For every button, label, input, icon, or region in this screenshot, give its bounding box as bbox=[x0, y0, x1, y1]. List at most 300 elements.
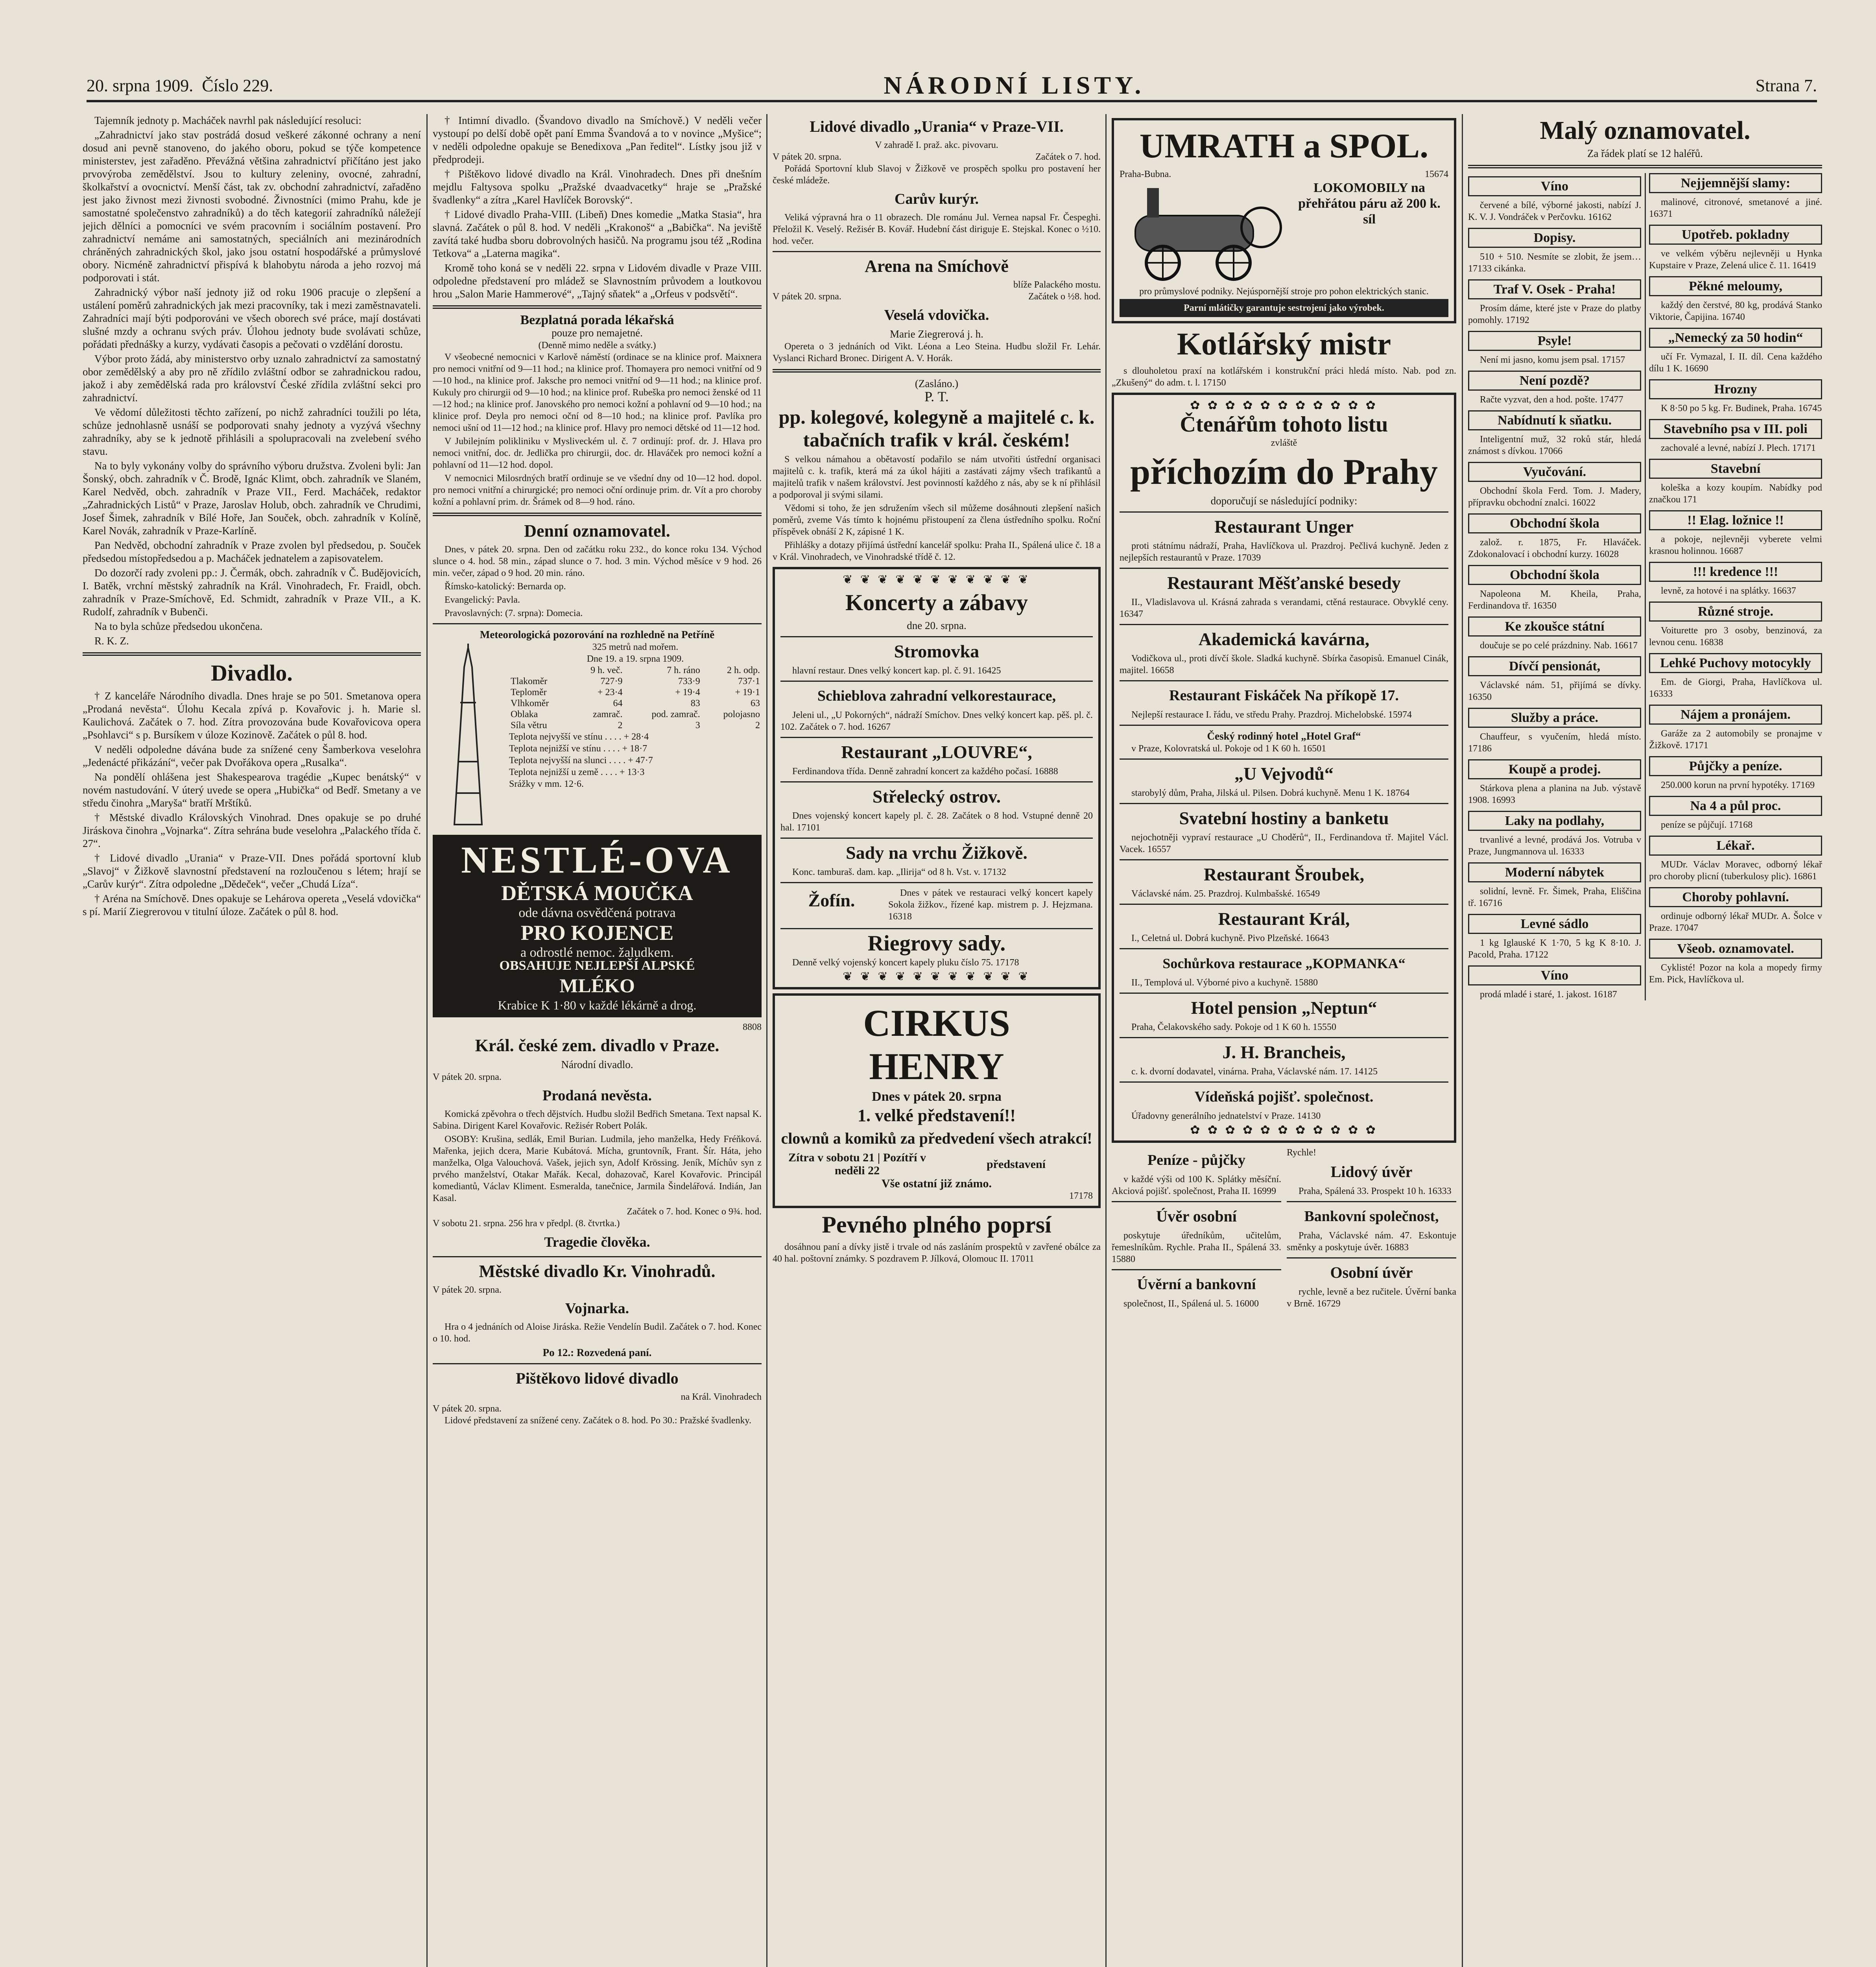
classifieds-heading: Malý oznamovatel. bbox=[1540, 116, 1751, 145]
classified-item bbox=[1649, 419, 1822, 454]
advert-heading: Lidový úvěr bbox=[1330, 1163, 1413, 1181]
playbill-date: V pátek 20. srpna. bbox=[433, 1072, 502, 1082]
classified-item bbox=[1649, 705, 1822, 751]
urania-subheading: V zahradě I. praž. akc. pivovaru. bbox=[875, 140, 998, 150]
nestle-line: a odrostlé nemoc. žaludkem. bbox=[520, 945, 674, 960]
classified-text: prodá mladé i staré, 1. jakost. 16187 bbox=[1480, 989, 1617, 1000]
classified-text: trvanlivé a levné, prodává Jos. Votruba v Praze, Jungmannova ul. 16333 bbox=[1468, 835, 1641, 857]
column-rule bbox=[1462, 114, 1463, 1967]
venue-name: Český rodinný hotel „Hotel Graf“ bbox=[1207, 730, 1361, 742]
venue-text: Dnes v pátek ve restauraci velký koncert kapely Sokola žižkov., řízené kap. mistrem p. J. Hejzmana. 16318 bbox=[888, 888, 1093, 922]
column-rule bbox=[766, 114, 767, 1967]
classified-heading: Půjčky a peníze. bbox=[1649, 756, 1822, 776]
column-rule bbox=[1105, 114, 1107, 1967]
cirkus-text: clownů a komiků za předvedení všech atrakcí! bbox=[781, 1129, 1092, 1147]
meteo-label: Oblaka bbox=[511, 709, 538, 720]
nestle-advertisement bbox=[433, 835, 762, 1017]
meteo-value: 737·1 bbox=[738, 676, 760, 686]
classified-item bbox=[1649, 276, 1822, 323]
venue-name: „U Vejvodů“ bbox=[1234, 764, 1334, 784]
meteo-row bbox=[509, 698, 762, 709]
nestle-line: MLÉKO bbox=[559, 974, 635, 996]
venue-name: Střelecký ostrov. bbox=[872, 786, 1001, 806]
theatre-paragraph: † Z kanceláře Národního divadla. Dnes hraje se po 501. Smetanova opera „Prodaná nevěsta“. Úlohu Kecala zpívá p. Kovařovic j. h. Marie sl. Kaulichová. Začátek o 7. hod. Zítra provozována bude Kovařovicova opera „Psohlavci“ s p. Bursíkem v úloze Kozinově. Začátek o půl 8. hod. bbox=[83, 690, 421, 741]
playbill-next: V sobotu 21. srpna. 256 hra v předpl. (8. čtvrtka.) bbox=[433, 1218, 620, 1229]
meteo-value: 2 bbox=[755, 720, 760, 731]
playbill-text: Komická zpěvohra o třech dějstvích. Hudbu složil Bedřich Smetana. Text napsal K. Sabina. Dirigent Karel Kovařovic. Režisér Robert Polák. bbox=[433, 1109, 762, 1131]
nestle-brand: NESTLÉ-OVA bbox=[461, 839, 733, 881]
venue-name: Hotel pension „Neptun“ bbox=[1191, 998, 1377, 1018]
classified-item bbox=[1649, 939, 1822, 985]
venue-name: Žofín. bbox=[808, 890, 855, 910]
classified-item bbox=[1468, 965, 1641, 1000]
classified-item bbox=[1468, 708, 1641, 755]
meteo-extra-line: Teplota nejnižší ve stínu . . . . + 18·7 bbox=[509, 744, 647, 754]
venue-name: Restaurant „LOUVRE“, bbox=[841, 742, 1032, 762]
venue-text: nejochotněji vypraví restaurace „U Choděrů“, II., Ferdinandova tř. Majitel Václ. Vacek. 16557 bbox=[1120, 832, 1448, 854]
venue-text: Praha, Čelakovského sady. Pokoje od 1 K 60 h. 15550 bbox=[1131, 1022, 1337, 1032]
classified-heading: Upotřeb. pokladny bbox=[1649, 225, 1822, 245]
classified-text: 1 kg Iglauské K 1·70, 5 kg K 8·10. J. Pacold, Praha. 17122 bbox=[1468, 938, 1641, 960]
nestle-line: Krabice K 1·80 v každé lékárně a drog. bbox=[498, 998, 697, 1012]
classified-heading: Lehké Puchovy motocykly bbox=[1649, 653, 1822, 673]
classified-item bbox=[1468, 759, 1641, 806]
header-date: 20. srpna 1909. Číslo 229. bbox=[87, 76, 273, 95]
theatre-paragraph: Na pondělí ohlášena jest Shakespearova tragédie „Kupec benátský“ v novém nastudování. V úterý uvede se opera „Hubička“ od Bedř. Smetany a ve středu činohra „Maryša“ bratří Mrštíků. bbox=[83, 771, 421, 809]
venue-text: Ferdinandova třída. Denně zahradní koncert za každého počasí. 16888 bbox=[792, 766, 1058, 777]
classified-item bbox=[1468, 228, 1641, 275]
venue-text: Konc. tamburaš. dam. kap. „Ilirija“ od 8 h. Vst. v. 17132 bbox=[792, 867, 1006, 877]
playbill-time: Začátek o 7. hod. Konec o 9¾. hod. bbox=[627, 1207, 762, 1217]
petrin-tower-illustration bbox=[439, 644, 498, 829]
playbill-time: Začátek o 7. hod. bbox=[1035, 152, 1101, 162]
classified-item bbox=[1468, 656, 1641, 703]
classified-text: doučuje se po celé prázdniny. Nab. 16617 bbox=[1480, 640, 1638, 651]
playbill-date: V pátek 20. srpna. bbox=[433, 1404, 502, 1414]
advert-text: Praha, Václavské nám. 47. Eskontuje směnky a poskytuje úvěr. 16883 bbox=[1287, 1231, 1456, 1253]
theatre-paragraph: † Aréna na Smíchově. Dnes opakuje se Lehárova opereta „Veselá vdovička“ s pí. Marií Ziegrerovou v titulní úloze. Začátek o půl 8. hod. bbox=[83, 893, 421, 917]
classified-heading: Obchodní škola bbox=[1468, 513, 1641, 533]
umrath-text: pro průmyslové podniky. Nejúspornější stroje pro pohon elektrických stanic. bbox=[1139, 286, 1429, 297]
venue-text: I., Celetná ul. Dobrá kuchyně. Pivo Plzeňské. 16643 bbox=[1131, 933, 1329, 943]
classified-item bbox=[1468, 616, 1641, 651]
masthead-title: NÁRODNÍ LISTY. bbox=[884, 71, 1145, 99]
classified-text: Inteligentní muž, 32 roků stár, hledá známost s dívkou. 17066 bbox=[1468, 434, 1641, 456]
classified-heading: Pěkné meloumy, bbox=[1649, 276, 1822, 296]
venue-text: Dnes vojenský koncert kapely pl. č. 28. Začátek o 8 hod. Vstupné denně 20 hal. 17101 bbox=[780, 811, 1093, 833]
article-paragraph: Pan Nedvěd, obchodní zahradník v Praze zvolen byl předsedou, p. Souček předsedou místopředsedou a p. Macháček jednatelem a zapisovatelem. bbox=[83, 539, 421, 564]
classified-item bbox=[1468, 410, 1641, 457]
header-page-number: Strana 7. bbox=[1755, 76, 1817, 95]
classified-text: ordinuje odborný lékař MUDr. A. Šolce v Praze. 17047 bbox=[1649, 911, 1822, 933]
meteo-value: 727·9 bbox=[600, 676, 623, 686]
playbill-title: Veselá vdovička. bbox=[884, 307, 989, 323]
pistek-theatre-subheading: na Král. Vinohradech bbox=[681, 1392, 762, 1402]
theatre-note-paragraph: Kromě toho koná se v neděli 22. srpna v Lidovém divadle v Praze VIII. odpoledne představení pro mládež se Slavnostním průvodem a loutkovou hrou „Salon Marie Hammerové“, „Tajný sňatek“ a „Orfeus v podsvětí“. bbox=[433, 262, 762, 300]
meteo-row bbox=[509, 676, 762, 687]
cirkus-henry-advertisement bbox=[773, 993, 1101, 1208]
venue-text: v Praze, Kolovratská ul. Pokoje od 1 K 60 h. 16501 bbox=[1131, 744, 1326, 754]
cirkus-date: Dnes v pátek 20. srpna bbox=[872, 1089, 1002, 1104]
venue-text: hlavní restaur. Dnes velký koncert kap. pl. č. 91. 16425 bbox=[792, 666, 1001, 676]
umrath-product: LOKOMOBILY na přehřátou páru až 200 k. síl bbox=[1298, 181, 1441, 227]
venue-text: Vodičkova ul., proti dívčí škole. Sladká kuchyně. Sbírka časopisů. Emanuel Cinák, majitel. 16658 bbox=[1120, 653, 1448, 675]
cirkus-title: CIRKUS bbox=[863, 1002, 1010, 1044]
advert-heading: Pevného plného poprsí bbox=[822, 1212, 1051, 1238]
classified-item bbox=[1468, 811, 1641, 858]
advert-heading: Kotlářský mistr bbox=[1177, 327, 1391, 362]
theatre-paragraph: V neděli odpoledne dávána bude za snížené ceny Šamberkova veselohra „Jedenácté přikázání“, večer pak Dvořákova opera „Rusalka“. bbox=[83, 744, 421, 768]
advert-text: s dlouholetou praxí na kotlářském i konstrukční práci hledá místo. Nab. pod zn. „Zkušený“ do adm. t. l. 17150 bbox=[1112, 366, 1456, 388]
meteo-extra-line: Teplota nejvyšší na slunci . . . . + 47·7 bbox=[509, 755, 653, 766]
classified-text: Račte vyzvat, den a hod. pošte. 17477 bbox=[1480, 395, 1623, 405]
classified-text: Václavské nám. 51, přijímá se dívky. 16350 bbox=[1468, 680, 1641, 702]
classified-text: malinové, citronové, smetanové a jiné. 16371 bbox=[1649, 197, 1822, 219]
nestle-line: PRO KOJENCE bbox=[520, 921, 674, 945]
playbill-text: Opereta o 3 jednáních od Vikt. Léona a Leo Steina. Hudbu složil Fr. Lehár. Vyslanci Richard Bronec. Dirigent A. V. Horák. bbox=[773, 341, 1101, 364]
medical-paragraph: V nemocnici Milosrdných bratří ordinuje se ve všední dny od 10—12 hod. dopol. pro nemoci vnitřní a chirurgické; pro nemoci oční ordinuje prim. dr. Vít a pro choroby kožní a pohlavní prim. dr. Šrámek od 8—9 hod. ráno. bbox=[433, 473, 762, 507]
advert-heading: Úvěrní a bankovní bbox=[1137, 1276, 1256, 1293]
venue-text: Úřadovny generálního jednatelství v Praze. 14130 bbox=[1131, 1111, 1321, 1121]
article-paragraph: Na to byly vykonány volby do správního výboru družstva. Zvoleni byli: Jan Šonský, obch. zahradník v Č. Brodě, Ignác Klimt, obch. zahradník ve Slaném, Karel Nedvěd, obch. zahradník v Praze VII., Ferd. Macháček, redaktor „Zahradnických Listů“ v Praze, Jaroslav Holub, obch. zahradník ve Chrudimi, Josef Šimek, zahradník v Bílé Hoře, Jan Souček, obch. zahradník v Kolíně, Karel Novák, zahradník v Praze-Karlíně. bbox=[83, 460, 421, 537]
playbill-date: V pátek 20. srpna. bbox=[773, 152, 841, 162]
umrath-footer: Parní mlátičky garantuje sestrojení jako výrobek. bbox=[1120, 299, 1448, 317]
advert-heading: Osobní úvěr bbox=[1330, 1264, 1413, 1281]
classified-text: 250.000 korun na první hypotéky. 17169 bbox=[1661, 780, 1815, 790]
medical-heading: Bezplatná porada lékařská bbox=[520, 313, 674, 327]
classified-item bbox=[1649, 225, 1822, 271]
nestle-line: ode dávna osvědčená potrava bbox=[518, 906, 676, 920]
classified-item bbox=[1468, 279, 1641, 326]
meteo-row bbox=[509, 720, 762, 731]
concerts-section: ❦ ❦ ❦ ❦ ❦ ❦ ❦ ❦ ❦ ❦ ❦ Koncerty a zábavy dne 20. srpna. Stromovka hlavní restaur. Dnes velký koncert kap. pl. č. 91. 16425 Schieblova zahradní velkorestaurace, Jeleni ul., „U Pokorných“, nádraží Smíchov. Dnes velký koncert kap. pěš. pl. č. 102. Začátek o 7. hod. 16267 Restaurant „LOUVRE“, Ferdinandova třída. Denně zahradní koncert za každého počasí. 16888 Střelecký ostrov. Dnes vojenský koncert kapely pl. č. 28. Začátek o 8 hod. Vstupné denně 20 hal. 17101 Sady na vrchu Žižkově. Konc. tamburaš. dam. kap. „Ilirija“ od 8 h. Vst. v. 17132 Žofín. Dnes v pátek ve restauraci velký koncert kapely Sokola žižkov., řízené kap. mistrem p. J. Hejzmana. 16318 Riegrovy sady. Denně velký vojenský koncert kapely pluku číslo 75. 17178 ❦ ❦ ❦ ❦ ❦ ❦ ❦ ❦ ❦ ❦ ❦ bbox=[773, 567, 1101, 989]
classified-item bbox=[1468, 914, 1641, 961]
classified-text: Obchodní škola Ferd. Tom. J. Madery, přípravku obchodní znalci. 16022 bbox=[1468, 486, 1641, 508]
classified-heading: !! Elag. ložnice !! bbox=[1649, 510, 1822, 530]
page-header bbox=[87, 71, 1817, 102]
playbill-text: Lidové představení za snížené ceny. Začátek o 8. hod. Po 30.: Pražské švadlenky. bbox=[445, 1415, 751, 1426]
classified-text: Cyklisté! Pozor na kola a mopedy firmy Em. Pick, Havlíčkova ul. bbox=[1649, 963, 1822, 985]
announce-paragraph: Pravoslavných: (7. srpna): Domecia. bbox=[445, 608, 583, 618]
meteo-label: Teploměr bbox=[511, 687, 547, 697]
arena-subheading: blíže Palackého mostu. bbox=[1013, 280, 1101, 290]
guide-heading: Čtenářům tohoto listu bbox=[1180, 412, 1388, 437]
classified-item bbox=[1649, 756, 1822, 791]
playbill-next: Po 12.: Rozvedená paní. bbox=[542, 1347, 652, 1358]
loan-adverts bbox=[1112, 1147, 1456, 1311]
classified-item bbox=[1649, 510, 1822, 557]
classified-text: založ. r. 1875, Fr. Hlaváček. Zdokonalovací i obchodní kurzy. 16028 bbox=[1468, 537, 1641, 559]
classified-item bbox=[1649, 602, 1822, 648]
classified-heading: Levné sádlo bbox=[1468, 914, 1641, 934]
classified-text: 510 + 510. Nesmíte se zlobit, že jsem… 17133 cikánka. bbox=[1468, 252, 1641, 274]
theatre-note-paragraph: † Pištěkovo lidové divadlo na Král. Vinohradech. Dnes při dnešním mejdlu Faltysova spolku „Pražské dvaadvacetky“ hraje se „Pražské švadlenky“ a zítra „Karel Havlíček Borovský“. bbox=[433, 168, 762, 206]
meteo-altitude: 325 metrů nad mořem. bbox=[592, 642, 679, 652]
classified-heading: Moderní nábytek bbox=[1468, 862, 1641, 882]
classified-item bbox=[1649, 887, 1822, 934]
article-paragraph: Tajemník jednoty p. Macháček navrhl pak následující resoluci: bbox=[94, 114, 362, 126]
theatre-paragraph: † Lidové divadlo „Urania“ v Praze-VII. Dnes pořádá sportovní klub „Slavoj“ v Žižkově slavnostní představení na rozloučenou s létem; hrají se „Carův kurýr“. Zítra odpoledne „Dědeček“, večer „Chudá Líza“. bbox=[83, 852, 421, 890]
column-1 bbox=[83, 114, 421, 1967]
classified-heading: !!! kredence !!! bbox=[1649, 562, 1822, 582]
classified-item bbox=[1468, 513, 1641, 560]
classified-item bbox=[1468, 176, 1641, 223]
cirkus-dates: Zítra v sobotu 21 | Pozítří v neděli 22 bbox=[788, 1151, 926, 1177]
classified-heading: Nabídnutí k sňatku. bbox=[1468, 410, 1641, 430]
venue-name: Svatební hostiny a banketu bbox=[1179, 808, 1389, 828]
meteo-heading: Meteorologická pozorování na rozhledně na Petříně bbox=[480, 629, 715, 640]
meteo-value: zamrač. bbox=[593, 709, 623, 720]
cirkus-note: Vše ostatní již známo. bbox=[882, 1177, 992, 1190]
concerts-date: dne 20. srpna. bbox=[907, 620, 967, 631]
classified-item bbox=[1649, 328, 1822, 375]
venue-text: starobylý dům, Praha, Jilská ul. Pilsen. Dobrá kuchyně. Menu 1 K. 18764 bbox=[1131, 788, 1410, 798]
meteo-label: Tlakoměr bbox=[511, 676, 548, 686]
classified-item bbox=[1468, 862, 1641, 909]
guide-subheading: zvláště bbox=[1271, 438, 1297, 448]
city-guide-section: ✿ ✿ ✿ ✿ ✿ ✿ ✿ ✿ ✿ ✿ ✿ Čtenářům tohoto listu zvláště příchozím do Prahy doporučují se následující podniky: Restaurant Unger proti státnímu nádraží, Praha, Havlíčkova ul. Prazdroj. Pečlivá kuchyně. Jeden z nejlepších restaurantů v Praze. 17039 Restaurant Měšťanské besedy II., Vladislavova ul. Krásná zahrada s verandami, ctěná restaurace. Obvyklé ceny. 16347 Akademická kavárna, Vodičkova ul., proti dívčí škole. Sladká kuchyně. Sbírka časopisů. Emanuel Cinák, majitel. 16658 Restaurant Fiskáček Na příkopě 17. Nejlepší restaurace I. řádu, ve středu Prahy. Prazdroj. Michelobské. 15974 Český rodinný hotel „Hotel Graf“ v Praze, Kolovratská ul. Pokoje od 1 K 60 h. 16501 „U Vejvodů“ starobylý dům, Praha, Jilská ul. Pilsen. Dobrá kuchyně. Menu 1 K. 18764 Svatební hostiny a banketu nejochotněji vypraví restaurace „U Choděrů“, II., Ferdinandova tř. Majitel Václ. Vacek. 16557 Restaurant Šroubek, Václavské nám. 25. Prazdroj. Kulmbašské. 16549 Restaurant Král, I., Celetná ul. Dobrá kuchyně. Pivo Plzeňské. 16643 Sochůrkova restaurace „KOPMANKA“ II., Templová ul. Výborné pivo a kuchyně. 15880 Hotel pension „Neptun“ Praha, Čelakovského sady. Pokoje od 1 K 60 h. 15550 J. H. Brancheis, c. k. dvorní dodavatel, vinárna. Praha, Václavské nám. 17. 14125 Vídeňská pojišť. společnost. Úřadovny generálního jednatelství v Praze. 14130 ✿ ✿ ✿ ✿ ✿ ✿ ✿ ✿ ✿ ✿ ✿ bbox=[1112, 393, 1456, 1143]
playbill-date: V pátek 20. srpna. bbox=[433, 1285, 502, 1295]
venue-text: Denně velký vojenský koncert kapely pluku číslo 75. 17178 bbox=[792, 958, 1019, 968]
venue-name: Sady na vrchu Žižkově. bbox=[846, 843, 1027, 863]
meteo-row bbox=[509, 709, 762, 720]
section-rule bbox=[433, 623, 762, 624]
classified-text: každý den čerstvé, 80 kg, prodává Stanko Viktorie, Čapijina. 16740 bbox=[1649, 300, 1822, 322]
classified-heading: Dopisy. bbox=[1468, 228, 1641, 248]
theatre-note-paragraph: † Intimní divadlo. (Švandovo divadlo na Smíchově.) V neděli večer vystoupí po delší době opět paní Emma Švandová a to v novince „Myšice“; v neděli odpoledne opakuje se Benedixova „Pan ředitel“. Lístky jsou již v předprodeji. bbox=[433, 114, 762, 165]
classified-text: Voiturette pro 3 osoby, benzinová, za levnou cenu. 16838 bbox=[1649, 626, 1822, 648]
vinohrady-theatre-heading: Městské divadlo Kr. Vinohradů. bbox=[479, 1262, 716, 1281]
classified-item bbox=[1649, 562, 1822, 597]
classified-heading: Hrozny bbox=[1649, 379, 1822, 399]
article-paragraph: Výbor proto žádá, aby ministerstvo orby uznalo zahradnictví za samostatný obor zemědělský a aby pro ně zřídilo zvláštní odbor se zahradnickou radou, jakož i aby zemědělská rada pro království České zřídila zvláštní sekci pro zahradnictví. bbox=[83, 353, 421, 404]
meteo-value: 733·9 bbox=[678, 676, 700, 686]
playbill-title: Vojnarka. bbox=[565, 1300, 629, 1317]
classified-text: koleška a kozy koupím. Nabídky pod značkou 171 bbox=[1649, 483, 1822, 505]
classified-text: Chauffeur, s vyučením, hledá místo. 17186 bbox=[1468, 732, 1641, 754]
classified-heading: Nejjemnější slamy: bbox=[1649, 173, 1822, 193]
nestle-line: OBSAHUJE NEJLEPŠÍ ALPSKÉ bbox=[499, 958, 695, 973]
column-4 bbox=[1112, 114, 1456, 1967]
classified-item bbox=[1649, 173, 1822, 220]
classified-heading: Stavebního psa v III. poli bbox=[1649, 419, 1822, 439]
playbill-text: Hra o 4 jednáních od Aloise Jiráska. Režie Vendelín Budil. Začátek o 7. hod. Konec o 10. hod. bbox=[433, 1322, 762, 1344]
classified-text: solidní, levně. Fr. Šimek, Praha, Eliščina tř. 16716 bbox=[1468, 886, 1641, 908]
classified-heading: Traf V. Osek - Praha! bbox=[1468, 279, 1641, 299]
announce-paragraph: Dnes, v pátek 20. srpna. Den od začátku roku 232., do konce roku 134. Východ slunce o 4. hod. 58 min., západ slunce o 7. hod. 3 min. Východ měsíce v 9 hod. 26 min. večer, západ o 9 hod. 20 min. ráno. bbox=[433, 544, 762, 578]
column-rule bbox=[426, 114, 428, 1967]
theatre-paragraph: † Městské divadlo Královských Vinohrad. Dnes opakuje se po druhé Jiráskova činohra „Vojnarka“. Zítra sehrána bude veselohra „Palackého třída č. 27“. bbox=[83, 812, 421, 849]
column-5 bbox=[1468, 114, 1822, 1967]
classified-heading: Služby a práce. bbox=[1468, 708, 1641, 728]
guide-intro: doporučují se následující podniky: bbox=[1210, 495, 1358, 507]
classified-text: Napoleona M. Kheila, Praha, Ferdinandova tř. 16350 bbox=[1468, 589, 1641, 611]
classified-item bbox=[1649, 796, 1822, 831]
venue-text: c. k. dvorní dodavatel, vinárna. Praha, Václavské nám. 17. 14125 bbox=[1131, 1067, 1378, 1077]
ornament: ❦ ❦ ❦ ❦ ❦ ❦ ❦ ❦ ❦ ❦ ❦ bbox=[843, 573, 1031, 586]
classified-text: zachovalé a levné, nabízí J. Plech. 17171 bbox=[1661, 443, 1816, 453]
cirkus-headline: 1. velké představení!! bbox=[857, 1106, 1016, 1125]
article-paragraph: R. K. Z. bbox=[94, 635, 129, 647]
classified-text: červené a bílé, výborné jakosti, nabízí J. K. V. J. Vondráček v Perčovku. 16162 bbox=[1468, 200, 1641, 222]
venue-name: Sochůrkova restaurace „KOPMANKA“ bbox=[1162, 956, 1406, 971]
section-rule bbox=[433, 305, 762, 309]
classified-item bbox=[1468, 462, 1641, 509]
classified-heading: Dívčí pensionát, bbox=[1468, 656, 1641, 676]
classified-heading: Lékař. bbox=[1649, 836, 1822, 856]
venue-name: Stromovka bbox=[894, 641, 980, 661]
announce-heading: Denní oznamovatel. bbox=[524, 521, 670, 541]
classified-heading: Nájem a pronájem. bbox=[1649, 705, 1822, 725]
classified-item bbox=[1649, 459, 1822, 506]
classified-text: ve velkém výběru nejlevněji u Hynka Kupstaire v Praze, Zelená ulice č. 11. 16419 bbox=[1649, 249, 1822, 271]
article-paragraph: Zahradnický výbor naší jednoty již od roku 1906 pracuje o zlepšení a ustálení poměrů zahradnických jak mezi pracovníky, tak i mezi zaměstnavateli. Zahradníci mají býti podporováni ve všech oborech své práce, mají dostávati slušné mzdy a ochranu svých práv. Úlohou jednoty bude svolávati schůze, pořádati přednášky a kurzy, vydávati časopis a pečovati o vzdělání dorostu. bbox=[83, 286, 421, 350]
playbill-title: Carův kurýr. bbox=[895, 191, 979, 207]
classified-heading: Vyučování. bbox=[1468, 462, 1641, 482]
meteo-extra-line: Teplota nejvyšší ve stínu . . . . + 28·4 bbox=[509, 732, 649, 742]
concerts-heading: Koncerty a zábavy bbox=[845, 590, 1028, 615]
venue-name: Riegrovy sady. bbox=[867, 931, 1006, 956]
advert-text: poskytuje úředníkům, učitelům, řemeslníkům. Rychle. Praha II., Spálená 33. 15880 bbox=[1112, 1231, 1281, 1264]
urania-heading: Lidové divadlo „Urania“ v Praze-VII. bbox=[810, 118, 1064, 135]
classified-heading: „Nemecký za 50 hodin“ bbox=[1649, 328, 1822, 348]
advert-heading: Peníze - půjčky bbox=[1147, 1152, 1246, 1168]
classified-text: učí Fr. Vymazal, I. II. díl. Cena každého dílu 1 K. 16690 bbox=[1649, 352, 1822, 374]
venue-text: Václavské nám. 25. Prazdroj. Kulmbašské. 16549 bbox=[1131, 889, 1320, 899]
advert-heading: Bankovní společnost, bbox=[1304, 1208, 1439, 1225]
article-paragraph: Na to byla schůze předsedou ukončena. bbox=[94, 620, 263, 632]
meteo-value: polojasno bbox=[723, 709, 760, 720]
venue-name: Schieblova zahradní velkorestaurace, bbox=[817, 688, 1056, 704]
classified-item bbox=[1649, 653, 1822, 700]
playbill-date: V pátek 20. srpna. bbox=[773, 292, 841, 302]
venue-name: Restaurant Král, bbox=[1218, 909, 1350, 929]
advert-text: společnost, II., Spálená ul. 5. 16000 bbox=[1123, 1299, 1259, 1309]
section-heading-theatre: Divadlo. bbox=[211, 660, 293, 686]
classified-text: Není mi jasno, komu jsem psal. 17157 bbox=[1480, 355, 1625, 365]
classified-heading: Víno bbox=[1468, 176, 1641, 196]
venue-text: Nejlepší restaurace I. řádu, ve středu Prahy. Prazdroj. Michelobské. 15974 bbox=[1131, 710, 1412, 720]
classified-heading: Stavební bbox=[1649, 459, 1822, 479]
venue-text: II., Templová ul. Výborné pivo a kuchyně. 15880 bbox=[1131, 978, 1318, 988]
venue-text: II., Vladislavova ul. Krásná zahrada s verandami, ctěná restaurace. Obvyklé ceny. 16347 bbox=[1120, 597, 1448, 619]
venue-text: proti státnímu nádraží, Praha, Havlíčkova ul. Prazdroj. Pečlivá kuchyně. Jeden z nejlepších restaurantů v Praze. 17039 bbox=[1120, 541, 1448, 563]
classifieds-price-note: Za řádek platí se 12 haléřů. bbox=[1587, 148, 1703, 159]
lokomobile-illustration bbox=[1120, 180, 1285, 282]
ad-number: 8808 bbox=[743, 1022, 762, 1032]
ad-number: 15674 bbox=[1425, 169, 1448, 179]
pistek-theatre-heading: Pištěkovo lidové divadlo bbox=[516, 1369, 679, 1387]
meteo-label: Síla větru bbox=[511, 720, 547, 731]
classified-text: K 8·50 po 5 kg. Fr. Budinek, Praha. 16745 bbox=[1661, 403, 1822, 413]
article-paragraph: Ve vědomí důležitosti těchto zařízení, po nichž zahradníci toužili po léta, schůze jednohlasně usnáší se podporovati snahy jednoty a vyzývá všechny zahradníky, aby se k jednotě přihlásili a spolupracovali na zvelebení svého stavu. bbox=[83, 406, 421, 457]
meteo-value: 64 bbox=[613, 698, 623, 709]
trafikanti-paragraph: Vědomi si toho, že jen sdružením všech sil můžeme dosáhnouti zlepšení našich poměrů, zveme Vás tímto k hojnému přistoupení za člena ústředního spolku. Roční příspěvek obnáší 2 K, zápisné 1 K. bbox=[773, 503, 1101, 537]
umrath-subtitle: Praha-Bubna. bbox=[1120, 169, 1171, 179]
meteo-value: pod. zamrač. bbox=[651, 709, 700, 720]
classified-text: a pokoje, nejlevněji vyberete velmi krasnou holinnou. 16687 bbox=[1649, 534, 1822, 556]
national-theatre-heading: Král. české zem. divadlo v Praze. bbox=[475, 1036, 719, 1055]
meteo-date: Dne 19. a 19. srpna 1909. bbox=[587, 654, 684, 664]
trafikanti-paragraph: S velkou námahou a obětavostí podařilo se nám utvořiti ústřední organisaci majitelů c. k. trafik, která má za úkol hájiti a zastávati zájmy všech trafikantů a majitelů trafik v našem království. Jest povinností každého z nás, aby se k ní přihlásil a podporoval ji svými silami. bbox=[773, 454, 1101, 500]
classified-item bbox=[1649, 836, 1822, 882]
playbill-cast: OSOBY: Krušina, sedlák, Emil Burian. Ludmila, jeho manželka, Hedy Fréňková. Mařenka, jejich dcera, Marie Kubátová. Mícha, gruntovník, Frant. Šír. Háta, jeho manželka, Olga Valouchová. Vašek, jejich syn, Adolf Krössing. Jeník, Míchův syn z prvého manželství, Otakar Mařák. Kecal, dohazovač, Karel Kovařovic. Principál komediantů, Václav Kliment. Esmeralda, tanečnice, Jarmila Šindelářová. Indián, Jan Kasal. bbox=[433, 1134, 762, 1203]
advert-text: v každé výši od 100 K. Splátky měsíční. Akciová pojišť. společnost, Praha II. 16999 bbox=[1112, 1174, 1281, 1196]
meteo-value: + 19·4 bbox=[675, 687, 700, 697]
meteo-label: Vlhkoměr bbox=[511, 698, 549, 709]
classified-heading: Všeob. oznamovatel. bbox=[1649, 939, 1822, 959]
nestle-line: DĚTSKÁ MOUČKA bbox=[501, 881, 693, 905]
medical-note: (Denně mimo neděle a svátky.) bbox=[538, 340, 656, 351]
venue-text: Jeleni ul., „U Pokorných“, nádraží Smíchov. Dnes velký koncert kap. pěš. pl. č. 102. Začátek o 7. hod. 16267 bbox=[780, 710, 1093, 732]
cirkus-show-label: představení bbox=[987, 1157, 1046, 1171]
classified-item bbox=[1468, 371, 1641, 406]
advert-text: Praha, Spálená 33. Prospekt 10 h. 16333 bbox=[1299, 1186, 1452, 1196]
classified-heading: Laky na podlahy, bbox=[1468, 811, 1641, 831]
meteo-value: + 19·1 bbox=[735, 687, 760, 697]
advert-heading: Úvěr osobní bbox=[1156, 1207, 1237, 1225]
classified-heading: Koupě a prodej. bbox=[1468, 759, 1641, 779]
classified-text: peníze se půjčují. 17168 bbox=[1661, 820, 1753, 830]
pt-label: P. T. bbox=[924, 389, 949, 404]
trafikanti-paragraph: Přihlášky a dotazy přijímá ústřední kancelář spolku: Praha II., Spálená ulice č. 18 a v Král. Vinohradech, ve Vinohradské třídě č. 12. bbox=[773, 540, 1101, 562]
meteo-row bbox=[509, 687, 762, 698]
meteo-extra-line: Teplota nejnižší u země . . . . + 13·3 bbox=[509, 767, 645, 777]
classified-heading: Není pozdě? bbox=[1468, 371, 1641, 391]
classified-heading: Ke zkoušce státní bbox=[1468, 616, 1641, 637]
announce-paragraph: Římsko-katolický: Bernarda op. bbox=[445, 581, 566, 592]
medical-paragraph: V všeobecné nemocnici v Karlově náměstí (ordinace se na klinice prof. Maixnera pro nemoci vnitřní od 9—11 hod.; na klinice prof. Thomayera pro nemoci vnitřní od 9—10 hod., na klinice prof. Jaksche pro nemoci vnitřní od 9—11 hod.; na klinice prof. Kukuly pro chirurgii od 9—10 hod.; na klinice prof. Rubeška pro nemoci ženské od 11—12 hod.; na klinice prof. Janovského pro nemoci kožní a pohlavní od 9—10 hod.; na klinice prof. Deyla pro nemoci oční od 8—10 hod.; na klinice prof. Pavlíka pro nemoci ušní od 11—12 hod.; na klinice prof. Hlavy pro nemoci dětské od 11—12 hod. bbox=[433, 352, 762, 433]
classified-item bbox=[1468, 565, 1641, 612]
playbill-title: Prodaná nevěsta. bbox=[542, 1087, 652, 1104]
venue-name: Akademická kavárna, bbox=[1198, 629, 1370, 649]
medical-subheading: pouze pro nemajetné. bbox=[552, 327, 643, 339]
classified-item bbox=[1468, 331, 1641, 366]
cirkus-title: HENRY bbox=[869, 1045, 1004, 1087]
advert-text: dosáhnou paní a dívky jistě i trvale od nás zasláním prospektů v zavřené obálce za 40 hal. poštovní známky. S pozdravem P. Jílková, Olomouc II. 17011 bbox=[773, 1242, 1101, 1264]
classified-item bbox=[1649, 379, 1822, 414]
playbill-text: Pořádá Sportovní klub Slavoj v Žižkově ve prospěch spolku pro postavení her české mládeže. bbox=[773, 164, 1101, 186]
column-2 bbox=[433, 114, 762, 1967]
zaslano-label: (Zasláno.) bbox=[915, 378, 959, 389]
venue-name: Restaurant Fiskáček Na příkopě 17. bbox=[1169, 687, 1399, 704]
article-paragraph: Do dozorčí rady zvoleni pp.: J. Čermák, obch. zahradník v Č. Budějovicích, I. Batěk, vrchní městský zahradník na Král. Vinohradech, Fr. Fraidl, obch. zahradník v Praze-Smíchově, Ed. Schmidt, zahradník v Praze VII., a K. Rudolf, zahradník v Bubenči. bbox=[83, 567, 421, 618]
playbill-star: Marie Ziegrerová j. h. bbox=[890, 328, 983, 340]
section-rule bbox=[433, 513, 762, 516]
advert-label: Rychle! bbox=[1287, 1148, 1317, 1158]
venue-name: J. H. Brancheis, bbox=[1222, 1042, 1346, 1062]
meteo-value: 63 bbox=[751, 698, 760, 709]
meteo-extra-line: Srážky v mm. 12·6. bbox=[509, 779, 584, 789]
classified-heading: Obchodní škola bbox=[1468, 565, 1641, 585]
classified-heading: Psyle! bbox=[1468, 331, 1641, 351]
playbill-time: Začátek o ½8. hod. bbox=[1028, 292, 1101, 302]
venue-name: Restaurant Šroubek, bbox=[1203, 864, 1365, 884]
playbill-cast: Veliká výpravná hra o 11 obrazech. Dle románu Jul. Vernea napsal Fr. Čespeghi. Přeložil K. Veselý. Režisér B. Kovář. Hudební část diriguje E. Stejskal. Konec o ½10. hod. večer. bbox=[773, 212, 1101, 246]
arena-heading: Arena na Smíchově bbox=[865, 256, 1009, 276]
venue-name: Restaurant Měšťanské besedy bbox=[1167, 573, 1401, 593]
classified-text: Prosím dáme, které jste v Praze do platby pomohly. 17192 bbox=[1468, 303, 1641, 325]
column-3 bbox=[773, 114, 1101, 1967]
advert-text: rychle, levně a bez ručitele. Úvěrní banka v Brně. 16729 bbox=[1287, 1287, 1456, 1309]
classified-text: MUDr. Václav Moravec, odborný lékař pro choroby plicní (tuberkulosy plic). 16861 bbox=[1649, 860, 1822, 882]
umrath-advertisement bbox=[1112, 118, 1456, 323]
classified-text: Garáže za 2 automobily se pronajme v Žižkově. 17171 bbox=[1649, 729, 1822, 751]
playbill-next-title: Tragedie člověka. bbox=[544, 1234, 650, 1250]
trafikanti-heading: pp. kolegové, kolegyně a majitelé c. k. tabačních trafik v král. českém! bbox=[778, 406, 1095, 451]
medical-paragraph: V Jubilejním polikliniku v Mysliveckém ul. č. 7 ordinují: prof. dr. J. Hlava pro nemoci vnitřní, doc. dr. Jedlička pro chirurgii, doc. dr. Hlaváček pro nemoci kožní a pohlavní od 11—12 hod. dopol. bbox=[433, 436, 762, 470]
classified-heading: Choroby pohlavní. bbox=[1649, 887, 1822, 907]
